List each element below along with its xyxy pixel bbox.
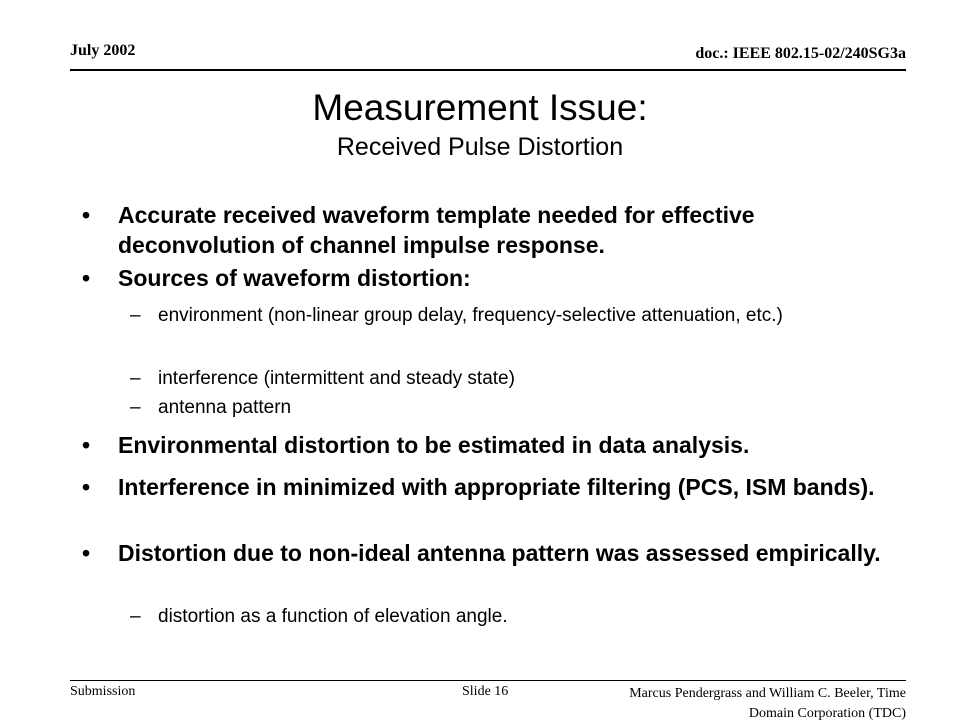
sub-bullet-text: interference (intermittent and steady state) <box>158 368 515 389</box>
sub-bullet-text: antenna pattern <box>158 397 292 418</box>
dash-icon: – <box>130 606 141 627</box>
footer-authors <box>580 684 906 724</box>
sub-bullet-text: distortion as a function of elevation angle. <box>158 606 508 627</box>
bullet-text: Distortion due to non-ideal antenna pattern was assessed empirically. <box>118 540 881 566</box>
bullet-item <box>82 430 882 460</box>
bullet-icon: • <box>82 432 91 458</box>
sub-bullet-item <box>130 367 890 391</box>
sub-bullet-item <box>130 396 890 420</box>
bullet-text: Accurate received waveform template needed for effective deconvolution of channel impulse response. <box>118 202 755 258</box>
header-date: July 2002 <box>70 42 136 59</box>
bullet-icon: • <box>82 202 91 228</box>
dash-icon: – <box>130 305 141 326</box>
bullet-icon: • <box>82 265 91 291</box>
bullet-text: Interference in minimized with appropriate filtering (PCS, ISM bands). <box>118 474 875 500</box>
footer-slide-number: Slide 16 <box>462 684 509 699</box>
bullet-icon: • <box>82 474 91 500</box>
sub-bullet-text: environment (non-linear group delay, frequency-selective attenuation, etc.) <box>158 305 783 326</box>
footer-divider <box>70 680 906 681</box>
bullet-item <box>82 200 882 260</box>
dash-icon: – <box>130 397 141 418</box>
dash-icon: – <box>130 368 141 389</box>
footer-authors-line2: Domain Corporation (TDC) <box>748 706 906 721</box>
header-doc-id: doc.: IEEE 802.15-02/240SG3a <box>695 45 906 62</box>
bullet-item <box>82 538 882 568</box>
bullet-icon: • <box>82 540 91 566</box>
sub-bullet-item <box>130 605 890 629</box>
bullet-item <box>82 263 882 293</box>
bullet-text: Environmental distortion to be estimated in data analysis. <box>118 432 750 458</box>
bullet-item <box>82 472 882 502</box>
sub-bullet-item <box>130 304 890 328</box>
slide-title-sub: Received Pulse Distortion <box>336 133 624 161</box>
footer-authors-line1: Marcus Pendergrass and William C. Beeler, Time <box>629 686 906 701</box>
slide-title-main: Measurement Issue: <box>312 87 648 128</box>
bullet-text: Sources of waveform distortion: <box>118 265 471 291</box>
footer-submission: Submission <box>70 684 136 699</box>
